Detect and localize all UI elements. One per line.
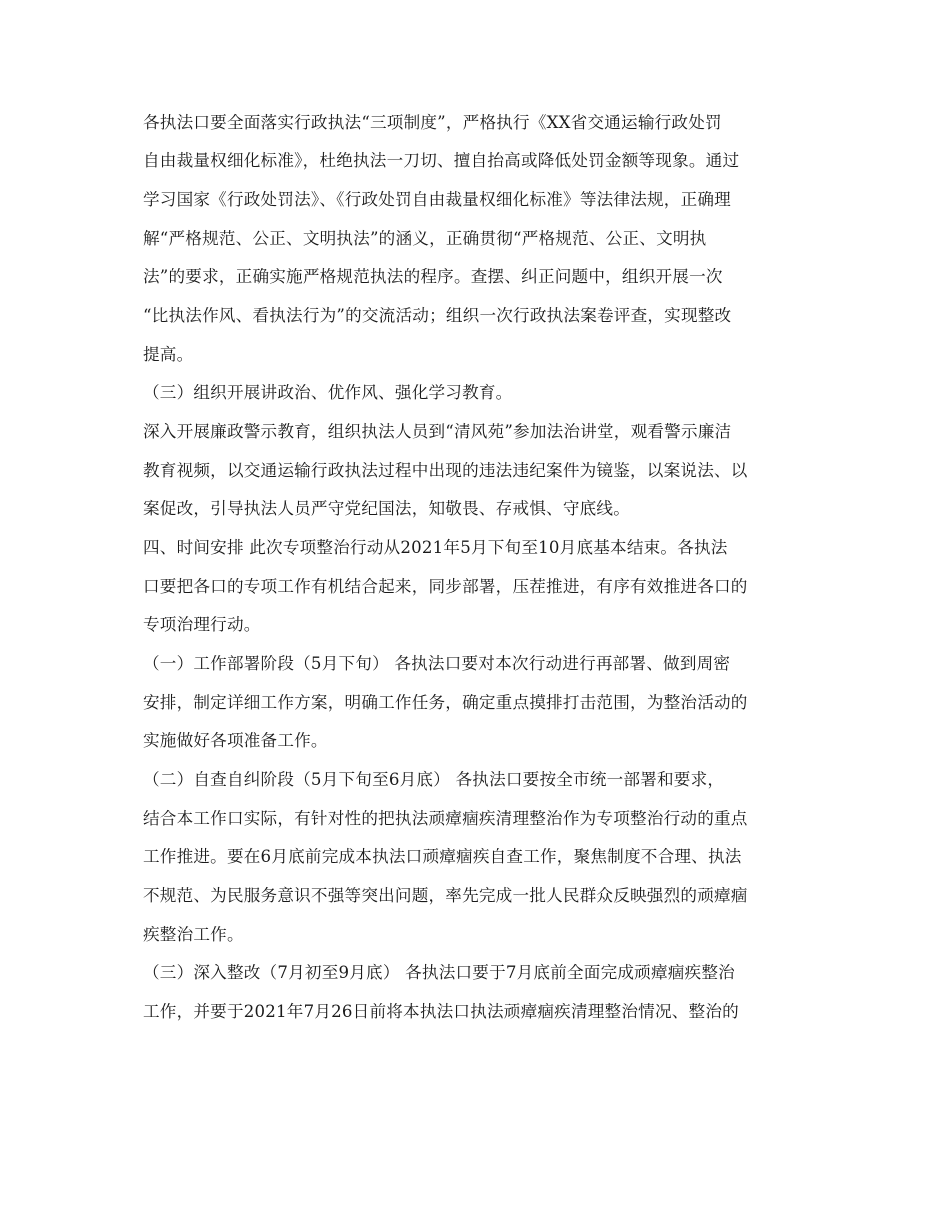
section-heading: （二）自查自纠阶段（5月下旬至6月底） 各执法口要按全市统一部署和要求， [143,770,725,789]
text-line: 法”的要求，正确实施严格规范执法的程序。查摆、纠正问题中，组织开展一次 [143,267,723,286]
text-line: “比执法作风、看执法行为”的交流活动；组织一次行政执法案卷评查，实现整改 [143,306,732,325]
text-line: 工作推进。要在6月底前完成本执法口顽瘴痼疾自查工作，聚焦制度不合理、执法 [143,847,742,866]
text-line: 教育视频，以交通运输行政执法过程中出现的违法违纪案件为镜鉴，以案说法、以 [143,461,748,480]
section-heading: （一）工作部署阶段（5月下旬） 各执法口要对本次行动进行再部署、做到周密 [143,654,731,673]
text-line: 工作，并要于2021年7月26日前将本执法口执法顽瘴痼疾清理整治情况、整治的 [143,1002,739,1021]
section-heading: （三）深入整改（7月初至9月底） 各执法口要于7月底前全面完成顽瘴痼疾整治 [143,963,735,982]
text-line: 解“严格规范、公正、文明执法”的涵义，正确贯彻“严格规范、公正、文明执 [143,229,707,248]
text-line: 提高。 [143,345,194,364]
text-line: 自由裁量权细化标准》，杜绝执法一刀切、擅自抬高或降低处罚金额等现象。通过 [143,151,740,170]
text-line: 不规范、为民服务意识不强等突出问题，率先完成一批人民群众反映强烈的顽瘴痼 [143,886,748,905]
text-line: 深入开展廉政警示教育，组织执法人员到“清风苑”参加法治讲堂，观看警示廉洁 [143,422,732,441]
section-heading: （三）组织开展讲政治、优作风、强化学习教育。 [143,383,513,402]
text-line: 疾整治工作。 [143,925,244,944]
text-line: 各执法口要全面落实行政执法“三项制度”，严格执行《XX省交通运输行政处罚 [143,113,722,132]
section-heading: 四、时间安排 此次专项整治行动从2021年5月下旬至10月底基本结束。各执法 [143,538,728,557]
text-line: 结合本工作口实际，有针对性的把执法顽瘴痼疾清理整治作为专项整治行动的重点 [143,809,748,828]
text-line: 案促改，引导执法人员严守党纪国法，知敬畏、存戒惧、守底线。 [143,499,631,518]
text-line: 安排，制定详细工作方案，明确工作任务，确定重点摸排打击范围，为整治活动的 [143,693,748,712]
text-line: 专项治理行动。 [143,615,261,634]
text-line: 口要把各口的专项工作有机结合起来，同步部署，压茬推进，有序有效推进各口的 [143,577,748,596]
text-line: 学习国家《行政处罚法》、《行政处罚自由裁量权细化标准》等法律法规，正确理 [143,190,731,209]
text-line: 实施做好各项准备工作。 [143,731,328,750]
